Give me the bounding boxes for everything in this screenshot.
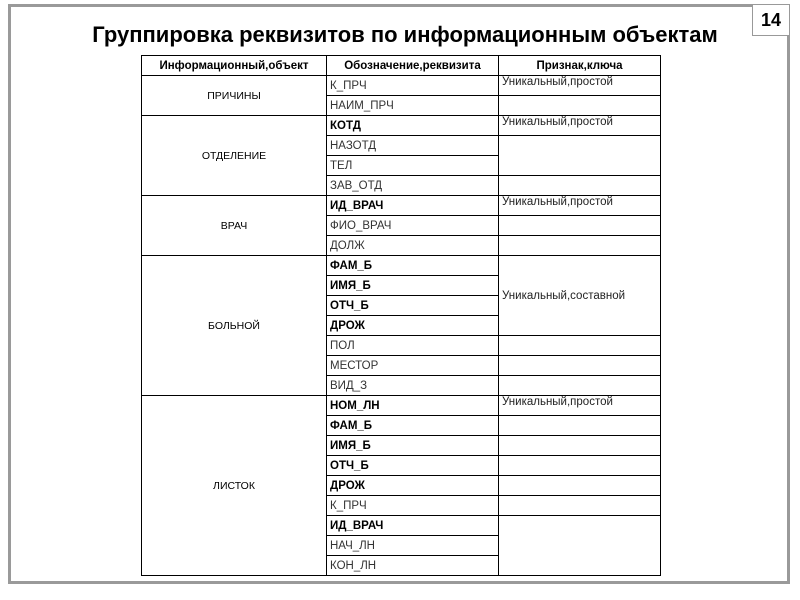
key-type-cell	[499, 456, 661, 476]
attribute-cell: НОМ_ЛН	[327, 396, 499, 416]
attribute-cell: ЗАВ_ОТД	[327, 176, 499, 196]
key-type-cell	[499, 176, 661, 196]
key-type-cell	[499, 416, 661, 436]
table-row	[142, 116, 661, 136]
attribute-cell: ФАМ_Б	[327, 416, 499, 436]
attribute-cell: ФАМ_Б	[327, 256, 499, 276]
object-name-cell: БОЛЬНОЙ	[142, 256, 327, 396]
key-type-cell	[499, 476, 661, 496]
attribute-cell: ДОЛЖ	[327, 236, 499, 256]
key-type-cell: Уникальный,составной	[499, 256, 661, 336]
attribute-cell: НАЗОТД	[327, 136, 499, 156]
key-type-cell	[499, 496, 661, 516]
attribute-cell: ИМЯ_Б	[327, 276, 499, 296]
attribute-grouping-table	[141, 55, 661, 576]
attribute-cell: ТЕЛ	[327, 156, 499, 176]
attribute-cell: НАИМ_ПРЧ	[327, 96, 499, 116]
key-type-cell	[499, 356, 661, 376]
table-body	[142, 76, 661, 576]
attribute-cell: ИД_ВРАЧ	[327, 516, 499, 536]
attribute-cell: КОН_ЛН	[327, 556, 499, 576]
key-type-cell	[499, 436, 661, 456]
attribute-cell: ОТЧ_Б	[327, 296, 499, 316]
key-type-cell	[499, 336, 661, 356]
header-row	[142, 56, 661, 76]
attribute-cell: КОТД	[327, 116, 499, 136]
attribute-cell: НАЧ_ЛН	[327, 536, 499, 556]
key-type-cell	[499, 136, 661, 176]
attribute-cell: ИД_ВРАЧ	[327, 196, 499, 216]
object-name-cell: ЛИСТОК	[142, 396, 327, 576]
attribute-cell: ПОЛ	[327, 336, 499, 356]
key-type-cell	[499, 216, 661, 236]
attribute-cell: ВИД_З	[327, 376, 499, 396]
key-type-cell: Уникальный,простой	[499, 76, 661, 96]
table-row	[142, 256, 661, 276]
attribute-cell: МЕСТОР	[327, 356, 499, 376]
table-row	[142, 76, 661, 96]
key-type-cell	[499, 236, 661, 256]
attribute-cell: ОТЧ_Б	[327, 456, 499, 476]
key-type-cell: Уникальный,простой	[499, 196, 661, 216]
key-type-cell	[499, 376, 661, 396]
object-name-cell: ОТДЕЛЕНИЕ	[142, 116, 327, 196]
key-type-cell: Уникальный,простой	[499, 116, 661, 136]
key-type-cell	[499, 516, 661, 576]
header-key: Признак,ключа	[499, 56, 661, 76]
object-name-cell: ВРАЧ	[142, 196, 327, 256]
table-row	[142, 196, 661, 216]
object-name-cell: ПРИЧИНЫ	[142, 76, 327, 116]
header-attribute: Обозначение,реквизита	[327, 56, 499, 76]
attribute-cell: ФИО_ВРАЧ	[327, 216, 499, 236]
attribute-cell: К_ПРЧ	[327, 496, 499, 516]
attribute-cell: ДРОЖ	[327, 316, 499, 336]
slide-title: Группировка реквизитов по информационным объектам	[92, 22, 718, 47]
attribute-cell: ДРОЖ	[327, 476, 499, 496]
attribute-cell: К_ПРЧ	[327, 76, 499, 96]
table-row	[142, 396, 661, 416]
attribute-cell: ИМЯ_Б	[327, 436, 499, 456]
page-number: 14	[752, 4, 790, 36]
header-object: Информационный,объект	[142, 56, 327, 76]
key-type-cell	[499, 96, 661, 116]
key-type-cell: Уникальный,простой	[499, 396, 661, 416]
